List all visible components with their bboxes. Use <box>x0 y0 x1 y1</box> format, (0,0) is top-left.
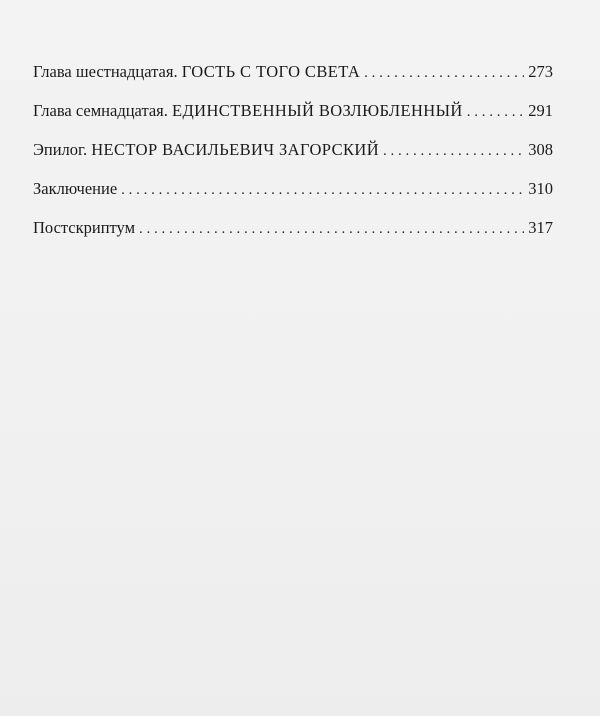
toc-entry-title <box>33 218 135 238</box>
toc-page-number: 308 <box>528 140 553 159</box>
toc-entry-title <box>33 179 117 199</box>
toc-entry <box>33 140 553 160</box>
toc-entry <box>33 179 553 199</box>
toc-page-number: 273 <box>528 62 553 81</box>
toc-entry <box>33 101 553 121</box>
toc-page-number: 317 <box>528 218 553 237</box>
toc-entry-title <box>33 101 463 121</box>
toc-page-number: 291 <box>528 101 553 120</box>
toc-entry-prefix: Постскриптум <box>33 218 136 237</box>
toc-dot-leader <box>467 102 525 122</box>
toc-entry-caps-title: ЕДИНСТВЕННЫЙ ВОЗЛЮБЛЕННЫЙ <box>172 101 463 120</box>
toc-entry-caps-title: ГОСТЬ С ТОГО СВЕТА <box>181 62 361 81</box>
toc-entry-prefix: Эпилог. <box>33 140 88 159</box>
toc-entry-prefix: Глава шестнадцатая. <box>33 62 178 81</box>
toc-dot-leader <box>139 219 524 239</box>
toc-page-number: 310 <box>528 179 553 198</box>
toc-entry-title <box>33 62 360 82</box>
toc-entry <box>33 218 553 238</box>
toc-entry-prefix: Глава семнадцатая. <box>33 101 168 120</box>
toc-entry-title <box>33 140 379 160</box>
toc-dot-leader <box>383 141 524 161</box>
table-of-contents <box>33 62 553 257</box>
toc-entry-caps-title: НЕСТОР ВАСИЛЬЕВИЧ ЗАГОРСКИЙ <box>91 140 380 159</box>
toc-dot-leader <box>121 180 524 200</box>
toc-entry <box>33 62 553 82</box>
toc-dot-leader <box>364 63 524 83</box>
toc-entry-prefix: Заключение <box>33 179 118 198</box>
